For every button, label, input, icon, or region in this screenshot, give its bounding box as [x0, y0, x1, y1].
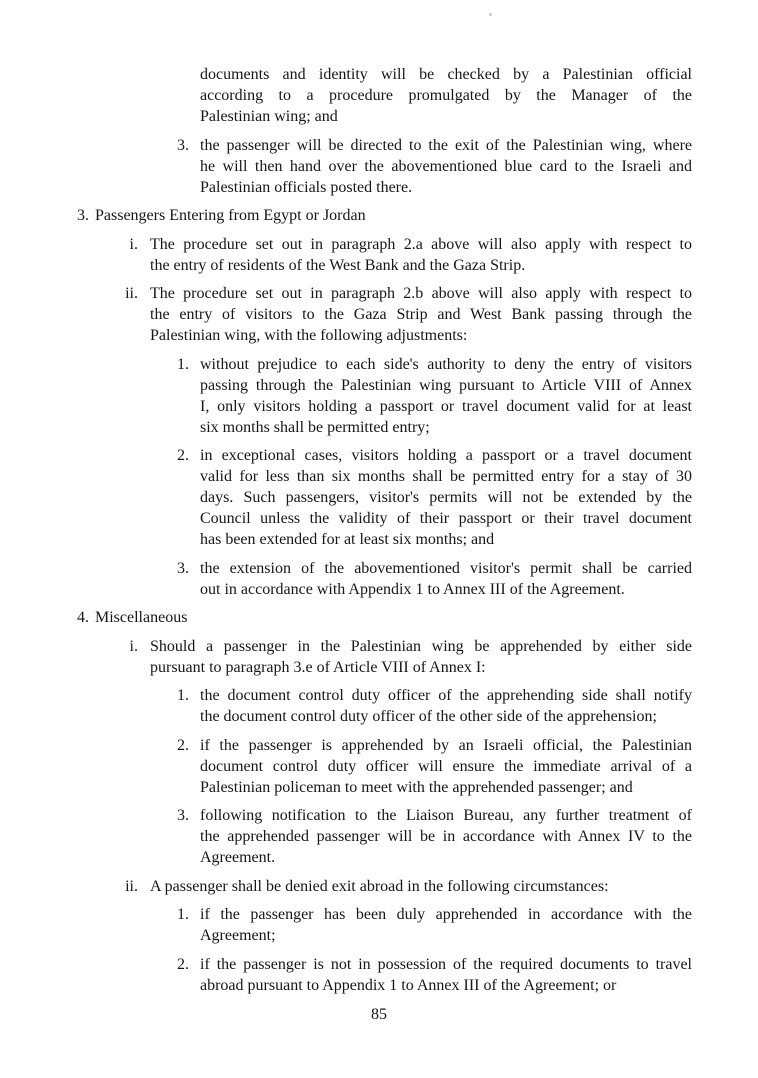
list-item-marker: 3.: [177, 807, 189, 824]
list-item-marker: 3.: [77, 207, 89, 224]
text-line: Miscellaneous: [95, 609, 188, 626]
text-line: Agreement.: [200, 849, 276, 866]
list-item: [177, 904, 692, 946]
list-item: [177, 354, 692, 438]
text-line: the document control duty officer of the other side of the apprehension;: [200, 708, 657, 725]
list-item: [125, 283, 692, 346]
text-line: according to a procedure promulgated by the Manager of the: [200, 87, 692, 104]
text-line: abroad pursuant to Appendix 1 to Annex III of the Agreement; or: [200, 976, 617, 994]
paragraph: [200, 64, 692, 127]
list-item-marker: ii.: [125, 285, 138, 302]
list-item: [177, 135, 692, 198]
text-line: Should a passenger in the Palestinian wing be apprehended by either side: [150, 637, 692, 655]
text-line: in exceptional cases, visitors holding a passport or a travel document: [200, 447, 692, 464]
list-item: [177, 805, 692, 868]
text-line: if the passenger has been duly apprehended in accordance with the: [200, 906, 692, 923]
text-line: he will then hand over the abovementioned blue card to the Israeli and: [200, 157, 692, 175]
list-item: [177, 558, 692, 600]
list-item: [129, 636, 692, 678]
list-item: [177, 685, 692, 727]
list-item-marker: 2.: [177, 447, 189, 464]
list-item-marker: 2.: [177, 955, 189, 973]
text-line: pursuant to paragraph 3.e of Article VIII of Annex I:: [150, 658, 486, 676]
text-line: six months shall be permitted entry;: [200, 418, 430, 436]
list-item: [125, 876, 692, 897]
list-item: [77, 607, 692, 628]
list-item-marker: 1.: [177, 906, 189, 923]
scan-artifact-speck: [489, 13, 492, 16]
list-item-marker: ii.: [125, 877, 138, 895]
text-line: without prejudice to each side's authority to deny the entry of visitors: [200, 355, 692, 373]
text-line: documents and identity will be checked by a Palestinian official: [200, 66, 692, 83]
text-line: Passengers Entering from Egypt or Jordan: [95, 207, 366, 224]
list-item-marker: i.: [129, 235, 138, 253]
text-line: has been extended for at least six months; and: [200, 531, 495, 548]
text-line: Palestinian officials posted there.: [200, 178, 413, 196]
text-line: following notification to the Liaison Bureau, any further treatment of: [200, 807, 692, 824]
text-line: Palestinian policeman to meet with the apprehended passenger; and: [200, 778, 633, 796]
document-body: [0, 64, 758, 1003]
text-line: the entry of visitors to the Gaza Strip and West Bank passing through the: [150, 306, 692, 323]
list-item-marker: 2.: [177, 736, 189, 754]
text-line: passing through the Palestinian wing pursuant to Article VIII of Annex: [200, 376, 692, 394]
text-line: The procedure set out in paragraph 2.a above will also apply with respect to: [150, 235, 692, 253]
text-line: out in accordance with Appendix 1 to Annex III of the Agreement.: [200, 580, 625, 598]
text-line: The procedure set out in paragraph 2.b above will also apply with respect to: [150, 285, 692, 302]
list-item-marker: 1.: [177, 687, 189, 704]
list-item-marker: i.: [129, 637, 138, 655]
text-line: the extension of the abovementioned visitor's permit shall be carried: [200, 559, 692, 577]
text-line: A passenger shall be denied exit abroad in the following circumstances:: [150, 877, 609, 895]
list-item-marker: 4.: [77, 609, 89, 626]
list-item: [177, 954, 692, 996]
text-line: document control duty officer will ensure the immediate arrival of a: [200, 757, 692, 775]
text-line: valid for less than six months shall be permitted entry for a stay of 30: [200, 468, 692, 485]
list-item: [177, 445, 692, 550]
page-number: 85: [371, 1006, 387, 1023]
text-line: the entry of residents of the West Bank and the Gaza Strip.: [150, 256, 526, 274]
text-line: the apprehended passenger will be in accordance with Annex IV to the: [200, 828, 692, 845]
text-line: days. Such passengers, visitor's permits will not be extended by the: [200, 489, 692, 506]
list-item: [177, 735, 692, 798]
text-line: if the passenger is not in possession of the required documents to travel: [200, 955, 692, 973]
list-item: [129, 234, 692, 276]
list-item-marker: 3.: [177, 559, 189, 577]
text-line: Palestinian wing, with the following adjustments:: [150, 327, 468, 344]
text-line: the document control duty officer of the apprehending side shall notify: [200, 687, 692, 704]
text-line: I, only visitors holding a passport or travel document valid for at least: [200, 397, 692, 415]
text-line: Palestinian wing; and: [200, 108, 338, 125]
text-line: if the passenger is apprehended by an Israeli official, the Palestinian: [200, 736, 692, 754]
list-item: [77, 205, 692, 226]
text-line: Council unless the validity of their passport or their travel document: [200, 510, 692, 527]
list-item-marker: 3.: [177, 136, 189, 154]
text-line: Agreement;: [200, 927, 276, 944]
list-item-marker: 1.: [177, 355, 189, 373]
text-line: the passenger will be directed to the exit of the Palestinian wing, where: [200, 136, 692, 154]
